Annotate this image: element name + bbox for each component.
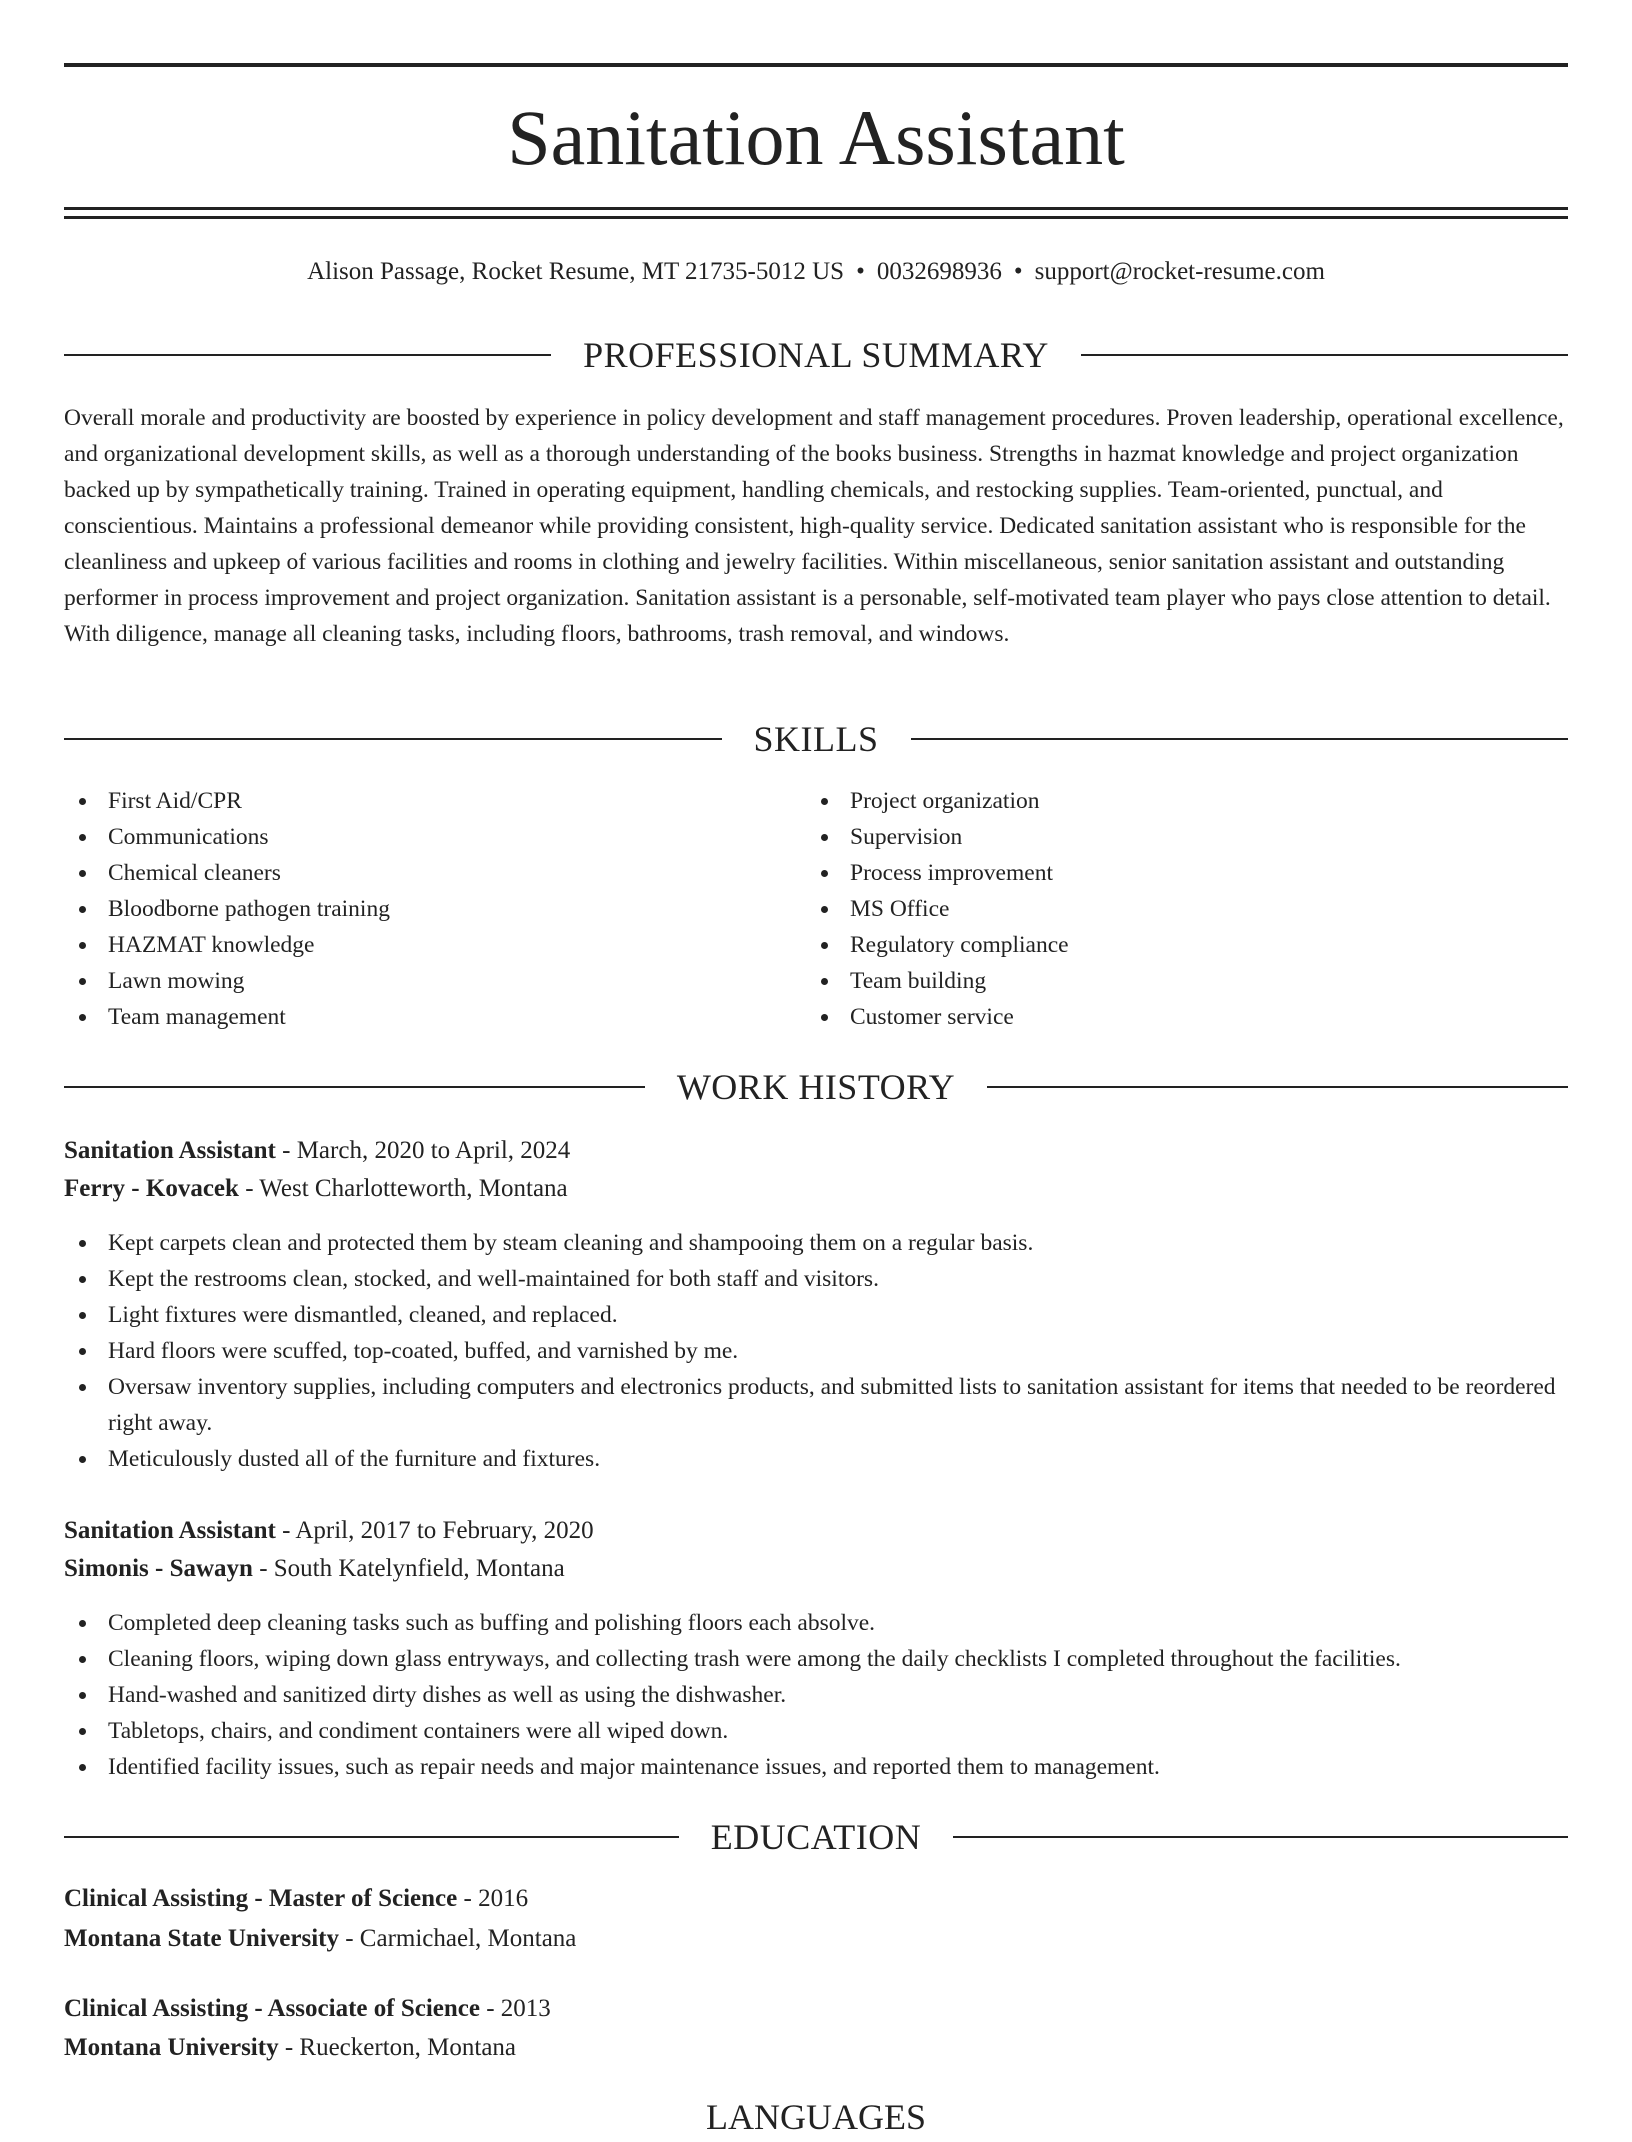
job-title: Sanitation Assistant [64,1137,276,1164]
skill-item: Customer service [806,999,1506,1035]
heading-rule-left [64,738,722,740]
skill-item: Process improvement [806,855,1506,891]
header-double-rule-lower [64,216,1568,219]
education-school-line [64,1920,1568,1958]
languages-section-heading: LANGUAGES [706,2097,926,2137]
heading-rule-right [953,1836,1568,1838]
job-dates: - March, 2020 to April, 2024 [275,1137,571,1164]
job-bullet: Oversaw inventory supplies, including computers and electronics products, and submitted lists to sanitation assistant for items that needed to be reordered right away. [64,1369,1568,1441]
job-company: Simonis - Sawayn [64,1555,253,1582]
skill-item: Regulatory compliance [806,927,1506,963]
job-company: Ferry - Kovacek [64,1175,239,1202]
summary-heading-label: PROFESSIONAL SUMMARY [583,335,1049,375]
contact-address: Alison Passage, Rocket Resume, MT 21735-5012 US [307,258,845,285]
skill-item: Communications [64,819,764,855]
job-bullet: Completed deep cleaning tasks such as buffing and polishing floors each absolve. [64,1605,1568,1641]
education-location: - Carmichael, Montana [338,1925,577,1952]
education-school: Montana State University [64,1925,339,1952]
job-bullet: Tabletops, chairs, and condiment containers were all wiped down. [64,1713,1568,1749]
job-bullets [64,1225,1568,1477]
skills-heading-label: SKILLS [753,719,879,759]
heading-rule-right [1081,354,1568,356]
job-bullet: Identified facility issues, such as repair needs and major maintenance issues, and reported them to management. [64,1749,1568,1785]
job-bullet: Meticulously dusted all of the furniture and fixtures. [64,1441,1568,1477]
education-degree-line [64,1990,1568,2028]
contact-separator: • [1013,258,1023,285]
summary-section-heading [64,330,1568,380]
job-location: - West Charlotteworth, Montana [238,1175,568,1202]
skill-item: Bloodborne pathogen training [64,891,764,927]
job-bullet: Hard floors were scuffed, top-coated, buffed, and varnished by me. [64,1333,1568,1369]
education-degree-line [64,1880,1568,1918]
job-bullet: Kept carpets clean and protected them by steam cleaning and shampooing them on a regular basis. [64,1225,1568,1261]
job-bullet: Hand-washed and sanitized dirty dishes as well as using the dishwasher. [64,1677,1568,1713]
skill-item: MS Office [806,891,1506,927]
skill-item: Supervision [806,819,1506,855]
education-section-heading [64,1812,1568,1862]
job-bullet: Light fixtures were dismantled, cleaned, and replaced. [64,1297,1568,1333]
heading-rule-left [64,1086,645,1088]
skill-item: Chemical cleaners [64,855,764,891]
education-school-line [64,2029,1568,2067]
work-section-heading [64,1062,1568,1112]
heading-rule-right [987,1086,1568,1088]
skill-item: Team building [806,963,1506,999]
education-location: - Rueckerton, Montana [278,2034,517,2061]
skill-item: HAZMAT knowledge [64,927,764,963]
job-bullets [64,1605,1568,1785]
contact-line [64,252,1568,292]
skill-item: Team management [64,999,764,1035]
job-bullet: Cleaning floors, wiping down glass entryways, and collecting trash were among the daily checklists I completed throughout the facilities. [64,1641,1568,1677]
header-top-rule [64,63,1568,67]
job-company-line [64,1170,1568,1208]
summary-text: Overall morale and productivity are boosted by experience in policy development and staff management procedures. Proven leadership, operational excellence, and organizational development skills, as well as a thorough understanding of the books business. Strengths in hazmat knowledge and project organization backed up by sympathetically training. Trained in operating equipment, handling chemicals, and restocking supplies. Team-oriented, punctual, and conscientious. Maintains a professional demeanor while providing consistent, high-quality service. Dedicated sanitation assistant who is responsible for the cleanliness and upkeep of various facilities and rooms in clothing and jewelry facilities. Within miscellaneous, senior sanitation assistant and outstanding performer in process improvement and project organization. Sanitation assistant is a personable, self-motivated team player who pays close attention to detail. With diligence, manage all cleaning tasks, including floors, bathrooms, trash removal, and windows. [64,405,1564,647]
education-degree: Clinical Assisting - Associate of Science [64,1995,480,2022]
education-heading-label: EDUCATION [710,1817,922,1857]
skill-item: First Aid/CPR [64,783,764,819]
job-bullet: Kept the restrooms clean, stocked, and well-maintained for both staff and visitors. [64,1261,1568,1297]
heading-rule-left [64,1836,679,1838]
education-year: - 2013 [479,1995,551,2022]
skills-list-left [64,783,764,1035]
job-title-line [64,1132,1568,1170]
skills-section-heading [64,714,1568,764]
work-heading-label: WORK HISTORY [676,1067,956,1107]
education-year: - 2016 [457,1885,529,1912]
contact-phone: 0032698936 [876,258,1002,285]
contact-separator: • [856,258,865,285]
job-location: - South Katelynfield, Montana [252,1555,565,1582]
education-degree: Clinical Assisting - Master of Science [64,1885,458,1912]
job-dates: - April, 2017 to February, 2020 [275,1517,594,1544]
heading-rule-right [911,738,1569,740]
skill-item: Project organization [806,783,1506,819]
heading-rule-left [64,354,551,356]
skills-list-right [806,783,1506,1035]
job-title-line [64,1512,1568,1550]
resume-title: Sanitation Assistant [507,94,1125,181]
contact-email: support@rocket-resume.com [1034,258,1325,285]
header-double-rule-upper [64,207,1568,210]
job-title: Sanitation Assistant [64,1517,276,1544]
job-company-line [64,1550,1568,1588]
skill-item: Lawn mowing [64,963,764,999]
education-school: Montana University [64,2034,279,2061]
